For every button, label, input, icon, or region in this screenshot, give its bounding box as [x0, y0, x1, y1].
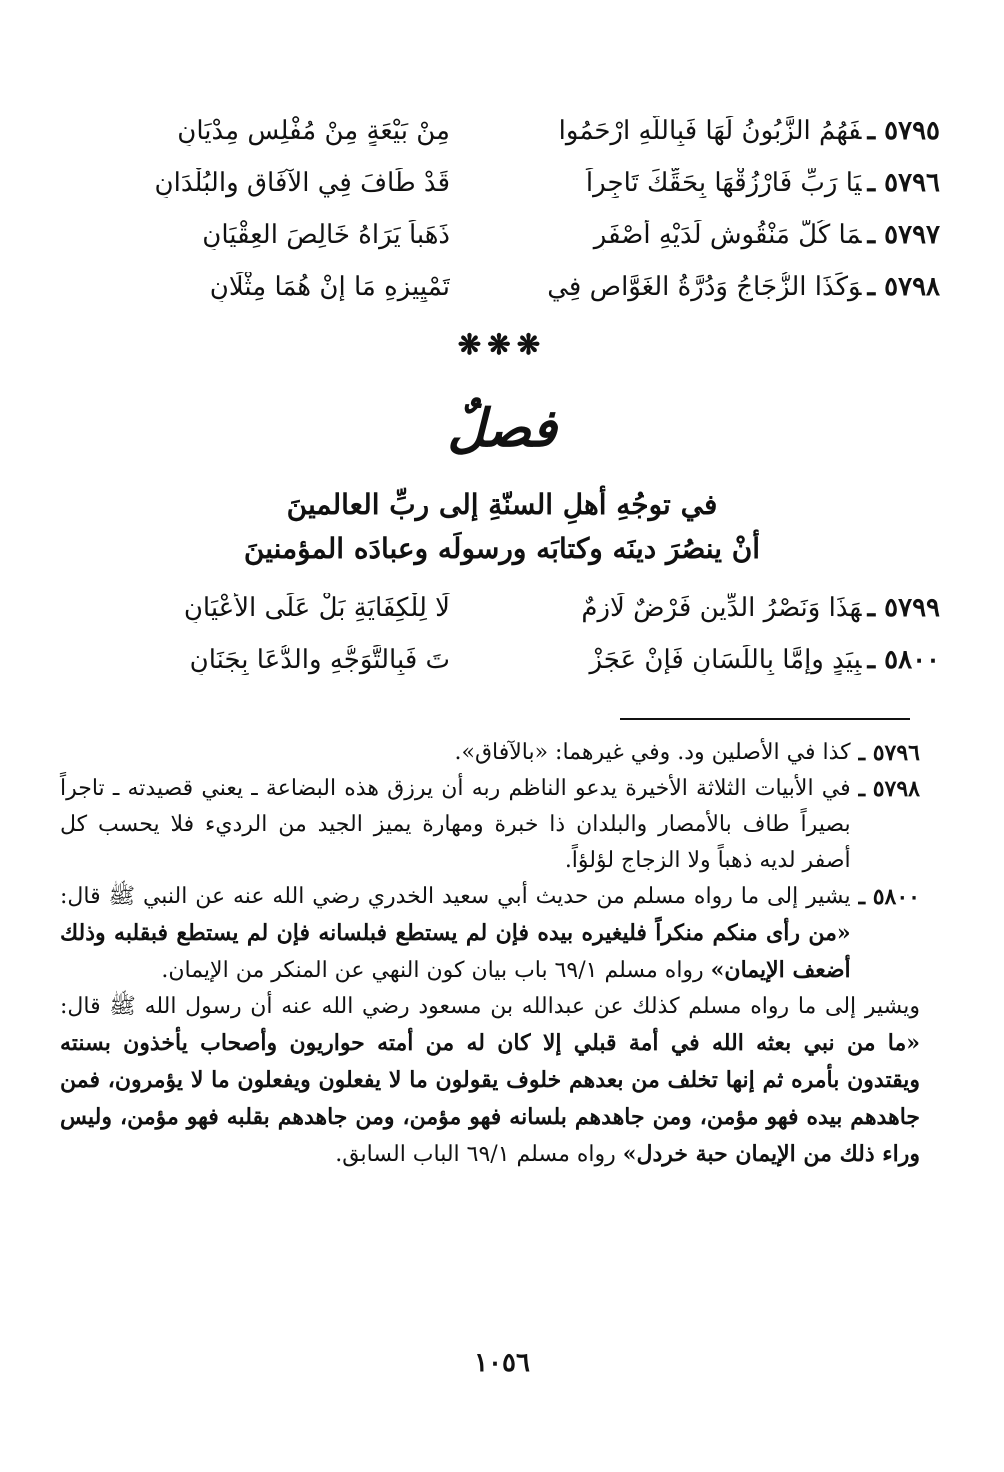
- footnote: [60, 771, 920, 879]
- verse-second-hemistich: قَدْ طَافَ فِي الآفَاقِ والبُلْدَانِ: [154, 168, 450, 198]
- verse-text: بِيَدٍ وإمَّا بِاللِّسَانِ فَإنْ عَجَزْ: [589, 645, 862, 675]
- verse-row: [40, 634, 940, 686]
- footnote: [60, 735, 920, 771]
- footnote-separator: [620, 718, 910, 720]
- verse-text: فَهُمُ الزَّبُونُ لَهَا فَبِاللَّهِ ارْحَمُوا: [558, 116, 862, 146]
- verse-text: هَذَا وَنَصْرُ الدِّينِ فَرْضٌ لَازِمٌ: [581, 593, 862, 623]
- footnote-text-part: ويشير إلى ما رواه مسلم كذلك عن عبدالله بن مسعود رضي الله عنه أن رسول الله ﷺ قال:: [60, 994, 920, 1019]
- footnote-number: ٥٧٩٨ ـ: [858, 776, 920, 802]
- section-divider-stars: ❋❋❋: [457, 328, 547, 361]
- verse-text: يَا رَبِّ فَارْزُقْهَا بِحَقِّكَ تَاجِراً: [585, 168, 862, 198]
- footnote: [60, 879, 920, 989]
- verse-row: [40, 105, 940, 157]
- footnote-text-part: رواه مسلم ٦٩/١ الباب السابق.: [335, 1142, 623, 1167]
- page-number: ١٠٥٦: [474, 1348, 530, 1378]
- footnote-number: ٥٧٩٦ ـ: [858, 740, 920, 766]
- verse-row: [40, 261, 940, 313]
- verse-second-hemistich: ذَهَباً يَرَاهُ خَالِصَ العِقْيَانِ: [202, 220, 450, 250]
- verse-first-hemistich: [490, 116, 940, 146]
- verse-number: ٥٨٠٠ ـ: [867, 645, 940, 675]
- footnote-paragraph: [60, 989, 920, 1173]
- verse-row: [40, 157, 940, 209]
- verse-row: [40, 209, 940, 261]
- verses-top: [40, 105, 940, 313]
- verse-row: [40, 582, 940, 634]
- footnote-text-part: يشير إلى ما رواه مسلم من حديث أبي سعيد الخدري رضي الله عنه عن النبي ﷺ قال:: [60, 884, 851, 909]
- verse-number: ٥٧٩٨ ـ: [867, 272, 940, 302]
- verses-bottom: [40, 582, 940, 686]
- footnote-number: ٥٨٠٠ ـ: [858, 884, 920, 910]
- verse-text: وَكَذَا الزُّجَاجُ وَدُرَّةُ الغَوَّاصِ فِي: [547, 272, 862, 302]
- verse-number: ٥٧٩٦ ـ: [867, 168, 940, 198]
- verse-second-hemistich: تَمْيِيزِهِ مَا إنْ هُمَا مِثْلَانِ: [209, 272, 450, 302]
- verse-text: مَا كُلُّ مَنْقُوشٍ لَدَيْهِ أصْفَرٍ: [593, 220, 862, 250]
- footnotes: [60, 735, 920, 1173]
- footnote-text: [60, 879, 851, 989]
- hadith-quote: «من رأى منكم منكراً فليغيره بيده فإن لم يستطع فبلسانه فإن لم يستطع فبقلبه وذلك أضعف الإيمان»: [60, 920, 851, 983]
- verse-number: ٥٧٩٥ ـ: [867, 116, 940, 146]
- verse-first-hemistich: [490, 220, 940, 250]
- footnote-text: كذا في الأصلين ود. وفي غيرهما: «بالآفاق».: [454, 740, 851, 765]
- verse-number: ٥٧٩٩ ـ: [867, 593, 940, 623]
- verse-second-hemistich: مِنْ بَيْعَةٍ مِنْ مُفْلِسٍ مِدْيَانِ: [177, 116, 450, 146]
- footnote-text-part: رواه مسلم ٦٩/١ باب بيان كون النهي عن المنكر من الإيمان.: [161, 958, 711, 983]
- verse-first-hemistich: [490, 272, 940, 302]
- section-title: فصلٌ: [447, 398, 557, 459]
- verse-number: ٥٧٩٧ ـ: [867, 220, 940, 250]
- verse-first-hemistich: [490, 593, 940, 623]
- verse-second-hemistich: لَا لِلْكِفَايَةِ بَلْ عَلَى الأَعْيَانِ: [183, 593, 450, 623]
- hadith-quote: «ما من نبي بعثه الله في أمة قبلي إلا كان له من أمته حواريون وأصحاب يأخذون بسنته ويقتدون بأمره ثم إنها تخلف من بعدهم خلوف يقولون ما لا يفعلون ويفعلون ما لا يؤمرون، فمن جاهدهم بيده فهو مؤمن، ومن جاهدهم بلسانه فهو مؤمن، ومن جاهدهم بقلبه فهو مؤمن، وليس وراء ذلك من الإيمان حبة خردل»: [60, 1030, 920, 1167]
- section-heading-line-1: في توجُهِ أهلِ السنّةِ إلى ربِّ العالمينَ: [286, 488, 718, 521]
- verse-second-hemistich: تَ فَبِالتَّوَجُّهِ والدُّعَا بِجَنَانِ: [189, 645, 450, 675]
- section-heading-line-2: أنْ ينصُرَ دينَه وكتابَه ورسولَه وعبادَه المؤمنينَ: [243, 532, 761, 565]
- verse-first-hemistich: [490, 168, 940, 198]
- footnote-text: في الأبيات الثلاثة الأخيرة يدعو الناظم ربه أن يرزق هذه البضاعة ـ يعني قصيدته ـ تاجراً بصيراً طاف بالأمصار والبلدان ذا خبرة ومهارة يميز الجيد من الرديء فلا يحسب كل أصفر لديه ذهباً ولا الزجاج لؤلؤاً.: [60, 776, 851, 873]
- verse-first-hemistich: [490, 645, 940, 675]
